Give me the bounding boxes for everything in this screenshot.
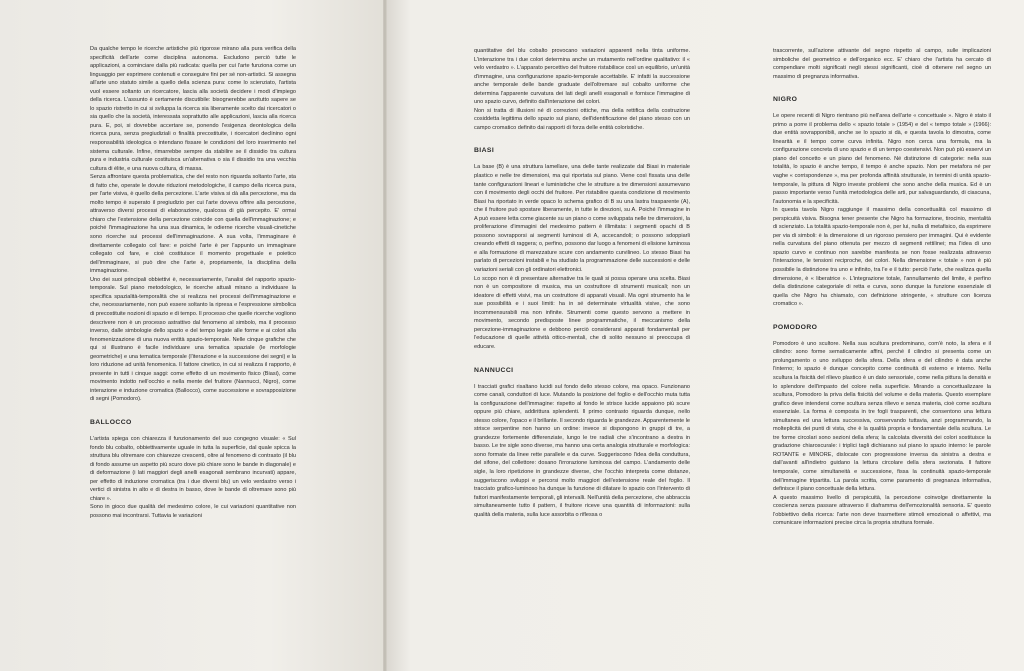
body-paragraph: Da qualche tempo le ricerche artistiche più rigorose mirano alla pura verifica della specificità dell'arte come disciplina autonoma. Escludono perciò tutte le applicazioni, a cominciare dalla più radicata: quella per cui l'arte funziona come un linguaggio per esprimere contenuti e conseguire fini per sé non-artistici. Si assegna all'arte uno statuto simile a quello della scienza pura: come lo scienziato, l'artista vuol essere soltanto un ricercatore, lascia alla società decidere i modi d'impiego della ricerca. L'assunto è certamente discutibile: bisognerebbe anzitutto sapere se lo spazio ristretto in cui si sviluppa la ricerca sia liberamente scelto dai ricercatori o sia quello che la società, interessata soprattutto alle applicazioni, lascia alla ricerca pura. E, poi, si dovrebbe accertare se, ponendo l'esigenza deontologica della ricerca pura, senza pregiudiziali o finalità precostituite, i ricercatori declinino ogni responsabilità ideologica o intendano fissare le condizioni del loro inserimento nel sistema culturale. Infine, rimarrebbe sempre da stabilire se il dissidio tra cultura pura e industria culturale costituisca un'alternativa o sia il dissidio tra una vecchia cultura di élite, e una nuova cultura, di massa. [90, 46, 296, 172]
body-paragraph: Sono in gioco due qualità del medesimo colore, le cui variazioni quantitative non possono mai incontrarsi. Tuttavia le variazioni [90, 504, 296, 519]
body-paragraph: La base (B) è una struttura lamellare, una delle tante realizzate dal Biasi in materiale plastico e nelle tre dimensioni, ma qui riportata sul piano. Viene così fissata una delle tante configurazioni lineari e luministiche che le strutture a tre dimensioni assumevano con il movimento degli occhi del fruitore. Per ristabilire questa condizione di movimento Biasi ha riportato in verde opaco lo schema grafico di B su una lastra trasparente (A), che il fruitore può spostare liberamente, in tutte le direzioni, su A. Poiché l'immagine in A può essere letta come giacente su un piano o come sviluppata nelle tre dimensioni, la proliferazione d'immagini del medesimo pattern è illimitata: i segmenti opachi di B possono sovrapporsi ai segmenti luminosi di A, accecandoli; o possono sdoppiarli creando effetti di raggera; o, perfino, possono dar luogo a fenomeni di elisione luminosa e alla formazione di marezzature scure con andamento curvilineo. Lo stesso Biasi ha parlato di percezioni instabili e ha studiato la programmazione delle successioni e delle variazioni seriali con gli ordinatori elettronici. [474, 164, 690, 274]
text-column-2 [474, 47, 690, 519]
text-column-1 [90, 45, 296, 520]
body-paragraph: Lo scopo non è di presentare alternative tra le quali si possa operare una scelta. Biasi non è un compositore di musica, ma un costruttore di strumenti musicali; non un ideatore di effetti visivi, ma un costruttore di apparati visuali. Ma ogni strumento ha le sue possibilità e i suoi limiti: ha in sé determinate virtualità visive, che sono incommensurabili ma non infinite. Strumenti come questo servono a mettere in movimento, secondo predisposte linee programmatiche, il meccanismo della percezione-immaginazione e debbono perciò considerarsi apparati fondamentali per l'educazione di quelle attività ottico-mentali, che di solito nessuno si preoccupa di educare. [474, 275, 690, 350]
text-column-3 [773, 47, 991, 528]
section-heading: NIGRO [773, 96, 798, 104]
body-paragraph: Uno dei suoi principali obbiettivi è, necessariamente, l'analisi del rapporto spazio-temporale. Sul piano metodologico, le ricerche attuali mirano a individuare la specifica spazialità-temporalità che si realizza nei processi dell'immaginazione e che, necessariamente, non può essere soltanto la ripresa e l'espressione simbolica di precostituite nozioni di spazio e di tempo. Il processo che quelle ricerche vogliono descrivere non è un processo astrattivo dal fenomeno al simbolo, ma il processo inverso, dalle simbologie dello spazio e del tempo legate alle forme e ai colori alla fenomenizzazione di una nuova entità spazio-temporale. Nelle cinque grafiche che qui si illustrano è facile individuare una tematica spaziale (le morfologie geometriche) e una tematica temporale (l'iterazione e la successione dei segni) e la loro riduzione ad unità fenomenica. Il fattore cinetico, in cui si realizza il rapporto, è presente in tutti i cinque saggi: come effetto di un movimento fisico (Biasi), come movimento indotto nell'occhio e nella mente del fruitore (Nannucci, Nigro), come interazione e induzione cromatica (Ballocco), come successione e sovrapposizione di segni (Pomodoro). [90, 276, 296, 403]
section-heading: NANNUCCI [474, 366, 514, 374]
body-paragraph: Le opere recenti di Nigro rientrano più nell'area dell'arte « concettuale ». Nigro è stato il primo a porre il problema dello « spazio totale » (1954) e del « tempo totale » (1966): due entità sovrapponibili, anche se lo spazio si dà, e questa tavola lo dimostra, come linearità e il tempo come curva infinita. Nigro non cerca una formula, ma la configurazione concreta di uno spazio e di un tempo coestensivi. Non può più esservi un piano del concetto e un piano del fenomeno. Né distinzione di categorie: nella sua totalità, lo spazio è anche tempo, il tempo è anche spazio. Non per metafora né per vaghe « corrispondenze », ma per profonda affinità strutturale, in termini di unità spazio-temporale, la pittura di Nigro investe problemi che sono anche della musica. Ed è un passo importante verso l'unità metodologica delle arti, pur salvaguardando, di ciascuna, l'autonomia e la specificità. [773, 113, 991, 205]
body-paragraph: In questa tavola Nigro raggiunge il massimo della concettualità col massimo di perspicuità visiva. Bisogna tener presente che Nigro ha formazione, tirocinio, mentalità di scienziato. La totalità spazio-temporale non è, per lui, nulla di metafisico, da esprimere per via di simboli: è la dimensione di un rigoroso pensiero per immagini. Qui è evidente nella curvatura del piano ottenuta per mezzo di segmenti rettilinei; ma l'idea di uno spazio curvo e continuo non sarebbe manifesta se non fosse realizzata attraverso l'interazione, le tensioni reciproche, dei colori. Nella dimensione « totale » non è più possibile la distinzione tra uno e infinito, tra l'e e il tutto: perciò l'arte, che realizza quella dimensione, è « liberatrice ». L'integrazione totale, l'annullamento del limite, è perfino della distinzione categoriale di retta e curva, sono dunque la funzione essenziale di quella che Nigro ha chiamato, con definizione stringente, « strutture con licenza cromatico ». [773, 207, 991, 308]
body-paragraph: A questo massimo livello di perspicuità, la percezione coinvolge direttamente la coscienza senza passare attraverso il diaframma dell'emozionalità sensoria. E' questo l'obbiettivo della ricerca: l'arte non deve trasmettere stimoli emozionali o affettivi, ma comunicare informazioni precise circa la propria struttura formale. [773, 494, 991, 527]
section-heading: POMODORO [773, 323, 818, 331]
book-gutter [383, 0, 387, 671]
body-paragraph: L'artista spiega con chiarezza il funzionamento del suo congegno visuale: « Sul fondo blu cobalto, obbiettivamente uguale in tutta la superficie, dal quale spicca la struttura blu oltremare con chiarezze crescenti, oltre al fenomeno di contrasto (il blu di fondo assume un aspetto più scuro dove più chiare sono le bande in diagonale) e di deformazione (i lati maggiori degli anelli esagonali sembrano incurvati) appare, per effetto di induzione cromatica (tra i due diversi blu) un velo verdastro verso i vertici di sinistra in alto e di destra in basso, dove le bande di oltremare sono più chiare ». [90, 435, 296, 502]
body-paragraph: I tracciati grafici risaltano lucidi sul fondo dello stesso colore, ma opaco. Funzionano come canali, conduttori di luce. Mutando la posizione del foglio e dell'occhio muta tutta la configurazione dell'immagine: rispetto al fondo le strisce lucide appaiono più scure oppure più chiare, addirittura splendenti. Il primo contrasto riguarda dunque, nello stesso colore, l'opaco e il brillante. Il secondo riguarda le grandezze. Apparentemente le strisce serpentine non hanno un ordine: invece si dispongono in gruppi di tre, a grandezze fortemente differenziate, lungo le tre radiali che s'incontrano a destra in basso. Le tre sigle sono diverse, ma hanno una certa analogia strutturale e morfologica: sono formate da linee rette parallele e da curve. Suggeriscono l'idea della conduttura, del sifone, del collettore: dosano l'irrorazione luminosa del campo. L'andamento delle sigle, la loro ripetizione in grandezze diverse, che l'occhio interpreta come distanze, suggeriscono sviluppi e percorsi molto maggiori dell'estensione reale del foglio. Il tracciato grafico-luminoso ha dunque la funzione di dilatare lo spazio con l'intervento di fattori manifestamente temporali, gli intervalli. Nell'unità della percezione, che abbraccia simultaneamente tutto il pattern, il fruitore riceve una quantità di informazioni: sulla qualità della materia, sulla luce assorbita o riflessa o [474, 383, 690, 518]
section-heading: BALLOCCO [90, 418, 132, 426]
section-heading: BIASI [474, 147, 495, 155]
body-paragraph: trascorrente, sull'azione attivante del segno rispetto al campo, sulle implicazioni simboliche del geometrico e dell'organico ecc. E' chiaro che l'artista ha cercato di compendiare molti significati negli stessi significanti, cioè di ottenere nel segno un massimo di pregnanza informativa. [773, 48, 991, 80]
body-paragraph: quantitative del blu cobalto provocano variazioni apparenti nella tinta uniforme. L'interazione tra i due colori determina anche un mutamento nell'ordine qualitativo: il « velo verdastro ». L'apparato percettivo del fruitore ristabilisce così un equilibrio, un'unità d'immagine, una configurazione spazio-temporale accettabile. E' infatti la successione anche temporale delle bande graduate dell'oltremare sul cobalto uniforme che determina l'apparente curvatura dei lati degli anelli esagonali e fornisce l'immagine di uno spazio curvo, definito dall'interazione dei colori. [474, 48, 690, 106]
body-paragraph: Senza affrontare questa problematica, che del resto non riguarda soltanto l'arte, sta di fatto che, operate le dovute riduzioni metodologiche, il campo della ricerca pura, per l'arte visiva, è quello della percezione. L'arte visiva si dà alla percezione, ma da molto tempo è superato il pregiudizio per cui l'arte doveva offrire alla percezione, attraverso diversi processi di elaborazione, qualcosa di già percepito. E' ormai chiaro che l'estensione della percezione coincide con quella dell'immaginazione; e poiché l'immaginazione ha una sua dinamica, le odierne ricerche visuali-cinetiche sono ricerche sui processi dell'immaginazione. A sua volta, l'immaginare è direttamente collegato col fare: e poiché l'arte è per l'appunto un immaginare collegato col fare, e cioè costituisce il momento progettuale e poietico dell'immaginare, si può dire che l'arte è, propriamente, la disciplina della immaginazione. [90, 174, 296, 275]
body-paragraph: Pomodoro è uno scultore. Nella sua scultura predominano, com'è noto, la sfera e il cilindro: sono forme sematicamente affini, perché il cilindro si presenta come un prolungamento o uno sviluppo della sfera. Della sfera e del cilindro è data anche l'interno; lo spazio è dunque concepito come continuità di esterno e interno. Nella scultura la fisicità del rilievo plastico è un dato sensoriale, come nella pittura la densità e lo splendore dell'impasto del colore nella superficie. Mirando a concettualizzare la scultura, Pomodoro la priva della fisicità del volume e della materia. Questo esemplare grafico deve intendersi come scultura senza rilievo e senza materia, cioè come scultura essenziale. La forma è composta in tre fogli trasparenti, che consentono una lettura simultanea ed una lettura successiva, conservando tuttavia, anzi programmando, la molteplicità dei punti di vista, che è la qualità propria e fondamentale della scultura. Le tre forme circolari sono sezioni della sfera; la calcolata diversità dei colori sostituisce la gradazione chiaroscurale: i triplici tagli dichiarano sul piano lo spazio interno: le parole ROTANTE e MINORE, dislocate con progressione inversa da sinistra a destra e dall'avanti all'indietro guidano la lettura circolare della sfera sezionata. Il fattore temporale, come simultaneità e successione, fissa la continuità spazio-temporale dell'immagine tripartita. La parola scritta, come paramento di pregnanza informativa, definisce il piano concettuale della lettura. [773, 340, 991, 493]
body-paragraph: Non si tratta di illusioni né di correzioni ottiche, ma della rettifica della costruzione cosiddetta legittima dello spazio sul piano, dell'identificazione del piano stesso con un campo cromatico definito dai rapporti di forza delle entità coloristiche. [474, 107, 690, 131]
